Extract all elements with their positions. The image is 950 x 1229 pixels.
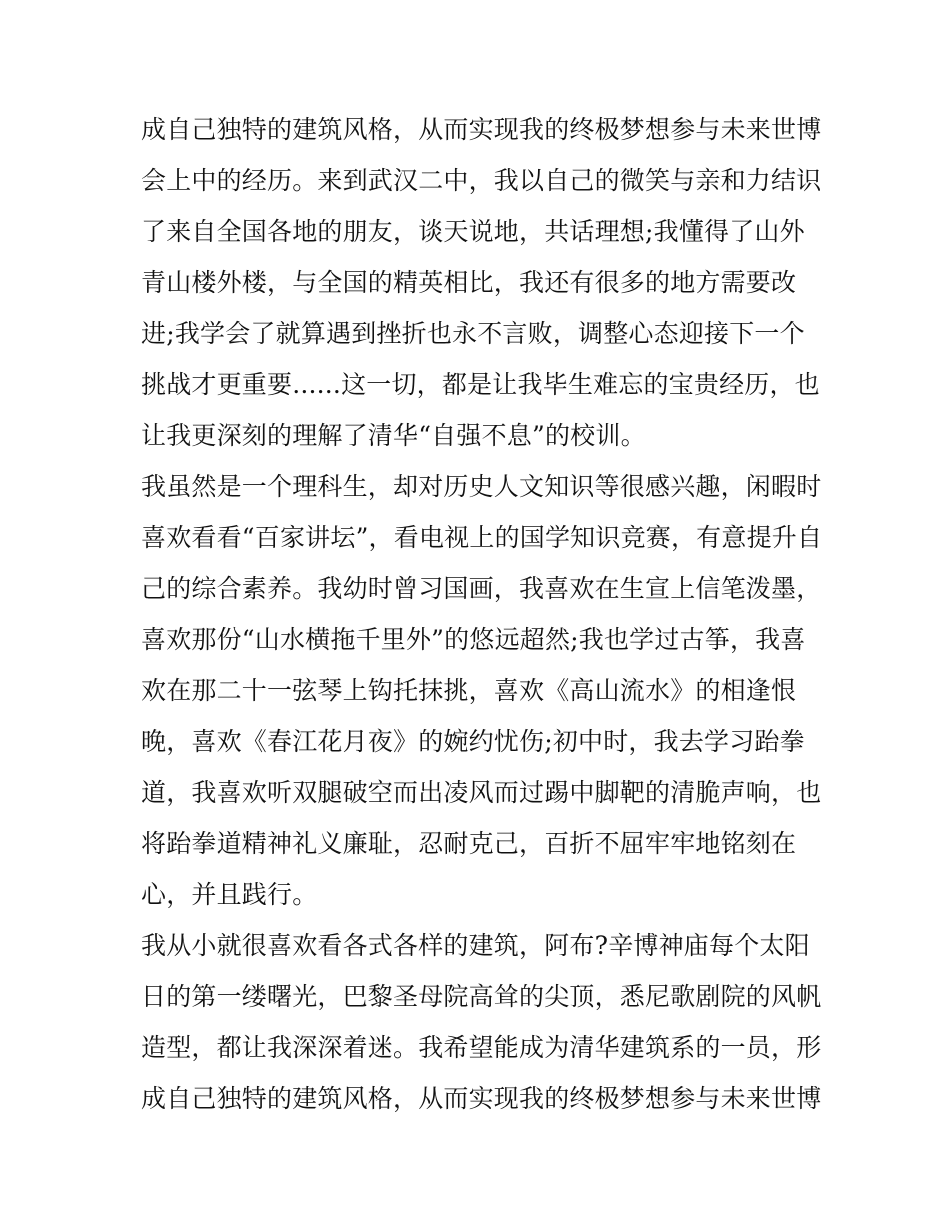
text-line: 了来自全国各地的朋友，谈天说地，共话理想;我懂得了山外 [141,217,805,246]
document-text [141,104,823,1124]
text-line: 日的第一缕曙光，巴黎圣母院高耸的尖顶，悉尼歌剧院的风帆 [141,982,822,1011]
text-line: 我从小就很喜欢看各式各样的建筑，阿布?辛博神庙每个太阳 [141,931,810,960]
text-line: 会上中的经历。来到武汉二中，我以自己的微笑与亲和力结识 [141,166,822,195]
text-line: 成自己独特的建筑风格，从而实现我的终极梦想参与未来世博 [141,115,822,144]
text-line: 道，我喜欢听双腿破空而出凌风而过踢中脚靶的清脆声响，也 [141,778,822,807]
text-line: 晚，喜欢《春江花月夜》的婉约忧伤;初中时，我去学习跆拳 [141,727,805,756]
text-line: 青山楼外楼，与全国的精英相比，我还有很多的地方需要改 [141,268,797,297]
text-line: 喜欢那份“山水横拖千里外”的悠远超然;我也学过古筝，我喜 [141,625,806,654]
text-line: 让我更深刻的理解了清华“自强不息”的校训。 [141,421,646,450]
text-line: 我虽然是一个理科生，却对历史人文知识等很感兴趣，闲暇时 [141,472,822,501]
text-line: 挑战才更重要......这一切，都是让我毕生难忘的宝贵经历，也 [141,370,820,399]
text-line: 将跆拳道精神礼义廉耻，忍耐克己，百折不屈牢牢地铭刻在 [141,829,797,858]
text-line: 喜欢看看“百家讲坛”，看电视上的国学知识竞赛，有意提升自 [141,523,823,552]
text-line: 成自己独特的建筑风格，从而实现我的终极梦想参与未来世博 [141,1084,822,1113]
text-line: 造型，都让我深深着迷。我希望能成为清华建筑系的一员，形 [141,1033,822,1062]
text-line: 进;我学会了就算遇到挫折也永不言败，调整心态迎接下一个 [141,319,805,348]
text-line: 心，并且践行。 [141,880,318,909]
text-line: 己的综合素养。我幼时曾习国画，我喜欢在生宣上信笔泼墨， [141,574,822,603]
text-line: 欢在那二十一弦琴上钩托抹挑，喜欢《高山流水》的相逢恨 [141,676,797,705]
